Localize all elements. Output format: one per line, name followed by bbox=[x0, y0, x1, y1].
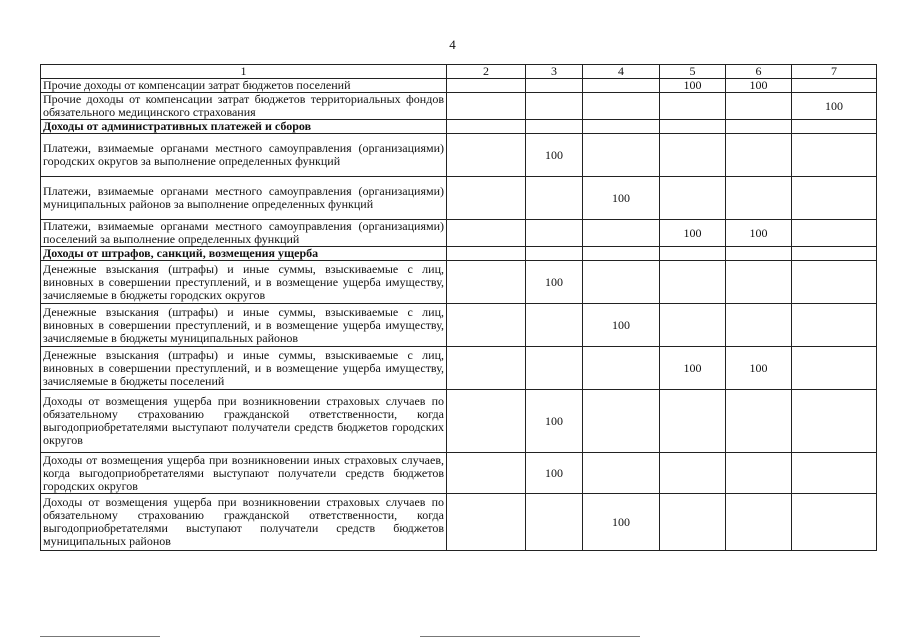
table-row bbox=[41, 79, 877, 93]
row-description: Денежные взыскания (штрафы) и иные суммы, взыскиваемые с лиц, виновных в совершении преступлений, и в возмещение ущерба имуществу, зачисляемые в бюджеты городских округов bbox=[41, 261, 447, 304]
percent-cell bbox=[660, 453, 726, 494]
percent-cell bbox=[792, 247, 877, 261]
table-row bbox=[41, 390, 877, 453]
scan-artifact-line bbox=[40, 636, 160, 637]
percent-cell bbox=[447, 177, 526, 220]
percent-cell bbox=[660, 261, 726, 304]
percent-cell bbox=[526, 177, 583, 220]
percent-cell bbox=[660, 93, 726, 120]
percent-cell bbox=[726, 304, 792, 347]
percent-cell bbox=[583, 247, 660, 261]
column-header: 1 bbox=[41, 65, 447, 79]
percent-cell bbox=[526, 494, 583, 551]
section-title: Доходы от штрафов, санкций, возмещения ущерба bbox=[41, 247, 447, 261]
percent-cell: 100 bbox=[583, 494, 660, 551]
percent-cell: 100 bbox=[660, 347, 726, 390]
percent-cell bbox=[526, 347, 583, 390]
percent-cell bbox=[447, 453, 526, 494]
page-number: 4 bbox=[449, 37, 456, 52]
revenue-distribution-table bbox=[40, 64, 877, 551]
percent-cell: 100 bbox=[660, 79, 726, 93]
percent-cell bbox=[726, 120, 792, 134]
percent-cell: 100 bbox=[526, 261, 583, 304]
percent-cell: 100 bbox=[583, 304, 660, 347]
percent-cell bbox=[792, 304, 877, 347]
percent-cell bbox=[792, 120, 877, 134]
percent-cell bbox=[583, 120, 660, 134]
percent-cell: 100 bbox=[526, 390, 583, 453]
percent-cell bbox=[447, 494, 526, 551]
scan-artifact-line bbox=[420, 636, 640, 637]
percent-cell bbox=[583, 347, 660, 390]
percent-cell bbox=[792, 494, 877, 551]
percent-cell bbox=[726, 247, 792, 261]
section-header-row bbox=[41, 120, 877, 134]
percent-cell bbox=[583, 79, 660, 93]
table-row bbox=[41, 177, 877, 220]
section-title: Доходы от административных платежей и сборов bbox=[41, 120, 447, 134]
percent-cell bbox=[526, 220, 583, 247]
percent-cell bbox=[660, 134, 726, 177]
table-row bbox=[41, 494, 877, 551]
row-description: Доходы от возмещения ущерба при возникновении иных страховых случаев, когда выгодоприобретателями выступают получатели средств бюджетов городских округов bbox=[41, 453, 447, 494]
percent-cell bbox=[526, 304, 583, 347]
table-row bbox=[41, 347, 877, 390]
column-header: 4 bbox=[583, 65, 660, 79]
percent-cell: 100 bbox=[526, 134, 583, 177]
percent-cell bbox=[792, 220, 877, 247]
table-row bbox=[41, 134, 877, 177]
row-description: Платежи, взимаемые органами местного самоуправления (организациями) муниципальных районов за выполнение определенных функций bbox=[41, 177, 447, 220]
table-row bbox=[41, 261, 877, 304]
percent-cell bbox=[660, 390, 726, 453]
percent-cell bbox=[447, 304, 526, 347]
percent-cell bbox=[583, 93, 660, 120]
percent-cell bbox=[792, 347, 877, 390]
percent-cell bbox=[583, 390, 660, 453]
percent-cell bbox=[660, 177, 726, 220]
row-description: Денежные взыскания (штрафы) и иные суммы, взыскиваемые с лиц, виновных в совершении преступлений, и в возмещение ущерба имуществу, зачисляемые в бюджеты муниципальных районов bbox=[41, 304, 447, 347]
percent-cell bbox=[526, 247, 583, 261]
column-header: 6 bbox=[726, 65, 792, 79]
table-row bbox=[41, 93, 877, 120]
row-description: Доходы от возмещения ущерба при возникновении страховых случаев по обязательному страхованию гражданской ответственности, когда выгодоприобретателями выступают получатели средств бюджетов городских округов bbox=[41, 390, 447, 453]
percent-cell bbox=[583, 453, 660, 494]
percent-cell bbox=[660, 494, 726, 551]
percent-cell bbox=[526, 93, 583, 120]
column-header: 2 bbox=[447, 65, 526, 79]
percent-cell: 100 bbox=[726, 347, 792, 390]
percent-cell bbox=[660, 247, 726, 261]
percent-cell bbox=[726, 494, 792, 551]
percent-cell bbox=[726, 390, 792, 453]
percent-cell bbox=[792, 261, 877, 304]
percent-cell bbox=[660, 304, 726, 347]
row-description: Денежные взыскания (штрафы) и иные суммы, взыскиваемые с лиц, виновных в совершении преступлений, и в возмещение ущерба имуществу, зачисляемые в бюджеты поселений bbox=[41, 347, 447, 390]
percent-cell bbox=[447, 261, 526, 304]
percent-cell bbox=[726, 453, 792, 494]
column-header: 5 bbox=[660, 65, 726, 79]
percent-cell bbox=[792, 453, 877, 494]
row-description: Платежи, взимаемые органами местного самоуправления (организациями) поселений за выполнение определенных функций bbox=[41, 220, 447, 247]
percent-cell: 100 bbox=[583, 177, 660, 220]
percent-cell bbox=[447, 220, 526, 247]
percent-cell bbox=[447, 93, 526, 120]
percent-cell bbox=[583, 220, 660, 247]
percent-cell bbox=[447, 79, 526, 93]
percent-cell bbox=[447, 347, 526, 390]
percent-cell bbox=[726, 261, 792, 304]
row-description: Прочие доходы от компенсации затрат бюджетов поселений bbox=[41, 79, 447, 93]
percent-cell bbox=[447, 134, 526, 177]
percent-cell bbox=[526, 120, 583, 134]
row-description: Платежи, взимаемые органами местного самоуправления (организациями) городских округов за выполнение определенных функций bbox=[41, 134, 447, 177]
percent-cell bbox=[726, 93, 792, 120]
column-header: 3 bbox=[526, 65, 583, 79]
percent-cell: 100 bbox=[660, 220, 726, 247]
percent-cell bbox=[447, 247, 526, 261]
table-header-row bbox=[41, 65, 877, 79]
percent-cell bbox=[792, 177, 877, 220]
percent-cell bbox=[726, 177, 792, 220]
table-row bbox=[41, 304, 877, 347]
percent-cell bbox=[792, 79, 877, 93]
table-row bbox=[41, 220, 877, 247]
percent-cell: 100 bbox=[792, 93, 877, 120]
percent-cell: 100 bbox=[526, 453, 583, 494]
section-header-row bbox=[41, 247, 877, 261]
percent-cell bbox=[660, 120, 726, 134]
row-description: Доходы от возмещения ущерба при возникновении страховых случаев по обязательному страхованию гражданской ответственности, когда выгодоприобретателями выступают получатели средств бюджетов муниципальных районов bbox=[41, 494, 447, 551]
table-row bbox=[41, 453, 877, 494]
row-description: Прочие доходы от компенсации затрат бюджетов территориальных фондов обязательного медицинского страхования bbox=[41, 93, 447, 120]
percent-cell: 100 bbox=[726, 220, 792, 247]
percent-cell bbox=[447, 120, 526, 134]
percent-cell bbox=[726, 134, 792, 177]
percent-cell bbox=[583, 134, 660, 177]
percent-cell bbox=[792, 390, 877, 453]
percent-cell bbox=[792, 134, 877, 177]
percent-cell bbox=[583, 261, 660, 304]
percent-cell bbox=[526, 79, 583, 93]
percent-cell bbox=[447, 390, 526, 453]
percent-cell: 100 bbox=[726, 79, 792, 93]
column-header: 7 bbox=[792, 65, 877, 79]
